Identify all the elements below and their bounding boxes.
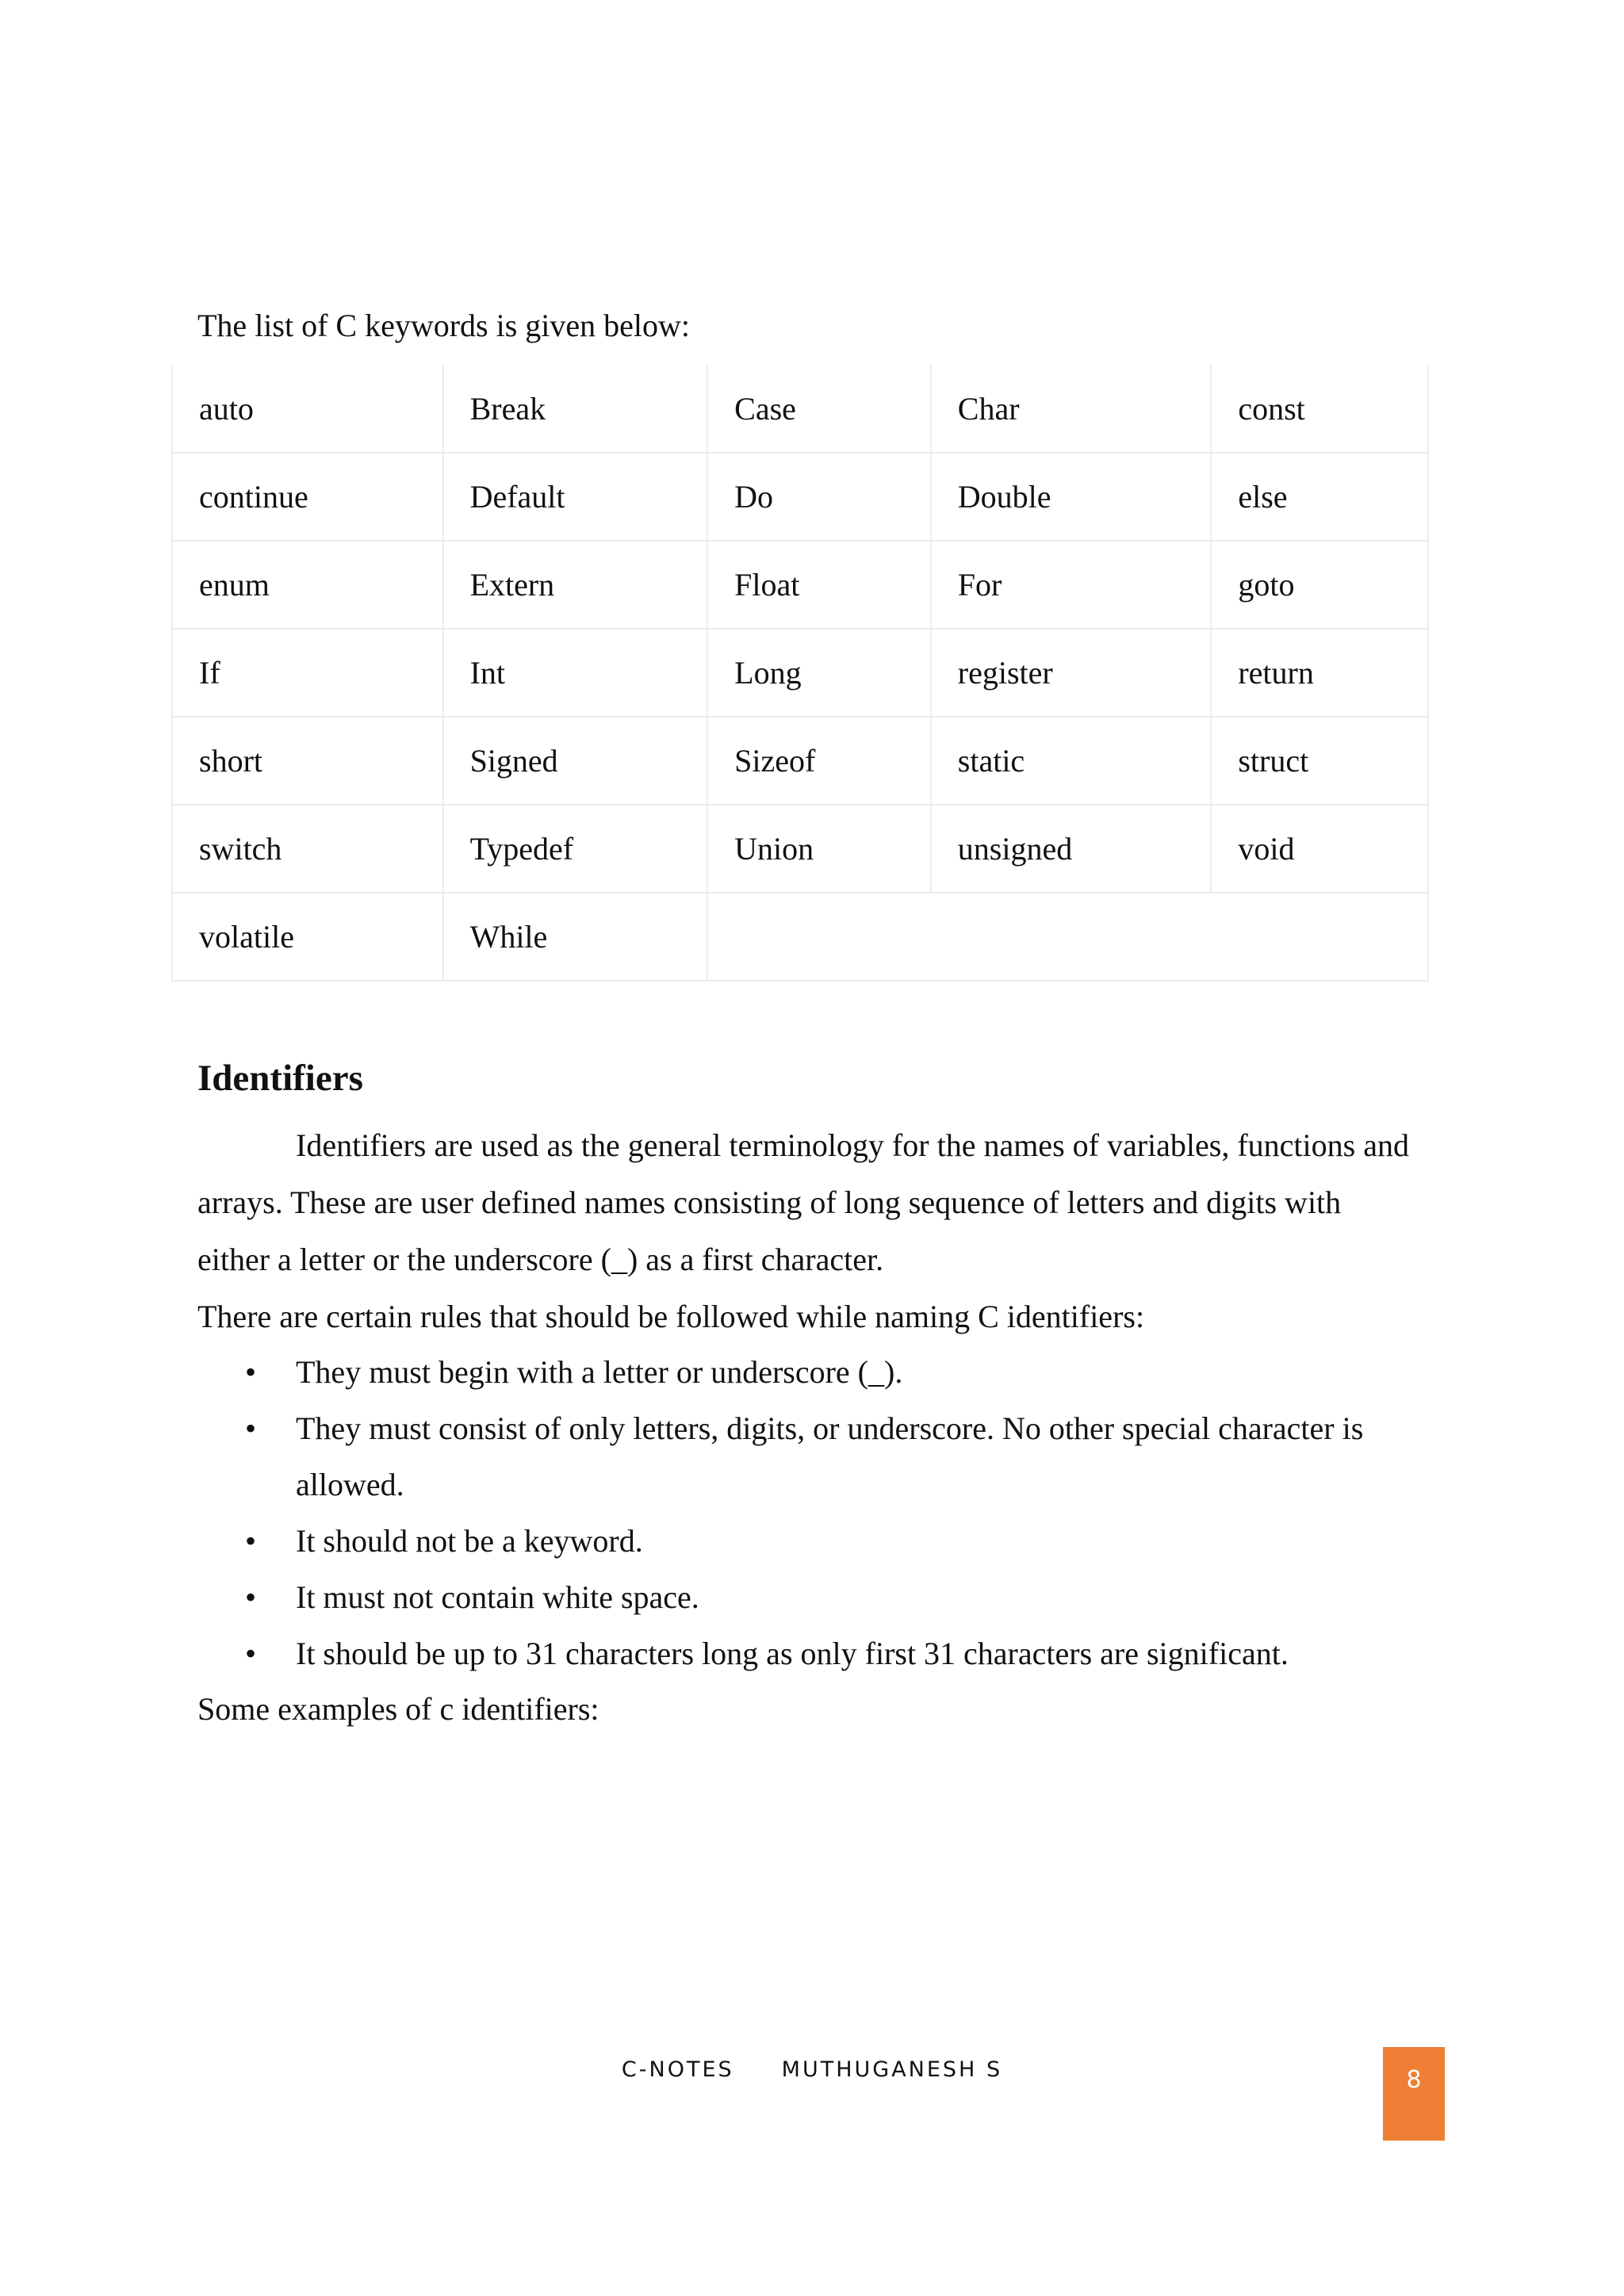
rule-text: It should be up to 31 characters long as only first 31 characters are significant. xyxy=(296,1636,1289,1671)
rule-text: They must begin with a letter or underscore (_). xyxy=(296,1354,903,1390)
list-item xyxy=(197,1400,1419,1513)
rule-text: It should not be a keyword. xyxy=(296,1523,643,1559)
table-cell: const xyxy=(1211,365,1428,453)
bullet-icon: • xyxy=(245,1636,257,1671)
footer-author: MUTHUGANESH S xyxy=(781,2057,1003,2082)
table-cell: Union xyxy=(707,805,931,893)
table-row xyxy=(172,893,1428,981)
keywords-intro: The list of C keywords is given below: xyxy=(197,308,691,343)
table-cell: Default xyxy=(443,453,708,541)
table-cell: goto xyxy=(1211,541,1428,629)
table-cell: static xyxy=(931,717,1212,805)
list-item xyxy=(197,1569,1419,1625)
table-cell: enum xyxy=(172,541,443,629)
footer-title: C-NOTES xyxy=(621,2057,734,2082)
table-cell: If xyxy=(172,629,443,717)
table-cell: Extern xyxy=(443,541,708,629)
table-cell: Double xyxy=(931,453,1212,541)
table-cell: register xyxy=(931,629,1212,717)
table-cell: Sizeof xyxy=(707,717,931,805)
table-cell: struct xyxy=(1211,717,1428,805)
identifiers-body xyxy=(197,1117,1419,1345)
table-cell: Long xyxy=(707,629,931,717)
bullet-icon: • xyxy=(245,1523,257,1559)
table-cell: Case xyxy=(707,365,931,453)
table-row xyxy=(172,365,1428,453)
table-cell: short xyxy=(172,717,443,805)
page-footer xyxy=(0,2057,1624,2082)
table-row xyxy=(172,805,1428,893)
rule-text: They must consist of only letters, digits, or underscore. No other special character is allowed. xyxy=(296,1410,1364,1502)
table-cell: Char xyxy=(931,365,1212,453)
page-number-badge: 8 xyxy=(1383,2047,1445,2141)
table-cell: Break xyxy=(443,365,708,453)
table-row xyxy=(172,541,1428,629)
identifiers-paragraph: Identifiers are used as the general terminology for the names of variables, functions and arrays. These are user defined names consisting of long sequence of letters and digits with either a letter or the underscore (_) as a first character. xyxy=(197,1127,1409,1277)
table-cell: Int xyxy=(443,629,708,717)
table-cell: auto xyxy=(172,365,443,453)
identifiers-heading: Identifiers xyxy=(197,1058,363,1099)
table-cell: volatile xyxy=(172,893,443,981)
table-cell: Typedef xyxy=(443,805,708,893)
table-cell: continue xyxy=(172,453,443,541)
list-item xyxy=(197,1513,1419,1569)
list-item xyxy=(197,1625,1419,1682)
table-cell: Signed xyxy=(443,717,708,805)
examples-intro: Some examples of c identifiers: xyxy=(197,1691,599,1727)
table-row xyxy=(172,717,1428,805)
list-item xyxy=(197,1344,1419,1400)
table-cell: For xyxy=(931,541,1212,629)
identifier-rules-list xyxy=(197,1344,1419,1682)
table-cell: return xyxy=(1211,629,1428,717)
table-cell: void xyxy=(1211,805,1428,893)
table-cell: unsigned xyxy=(931,805,1212,893)
keywords-table xyxy=(171,365,1429,982)
table-cell: switch xyxy=(172,805,443,893)
table-cell: Do xyxy=(707,453,931,541)
rules-intro: There are certain rules that should be followed while naming C identifiers: xyxy=(197,1299,1145,1334)
bullet-icon: • xyxy=(245,1354,257,1390)
table-cell: Float xyxy=(707,541,931,629)
table-cell: else xyxy=(1211,453,1428,541)
bullet-icon: • xyxy=(245,1410,257,1446)
table-cell-empty xyxy=(707,893,1428,981)
bullet-icon: • xyxy=(245,1579,257,1615)
table-cell: While xyxy=(443,893,708,981)
table-row xyxy=(172,629,1428,717)
rule-text: It must not contain white space. xyxy=(296,1579,699,1615)
table-row xyxy=(172,453,1428,541)
